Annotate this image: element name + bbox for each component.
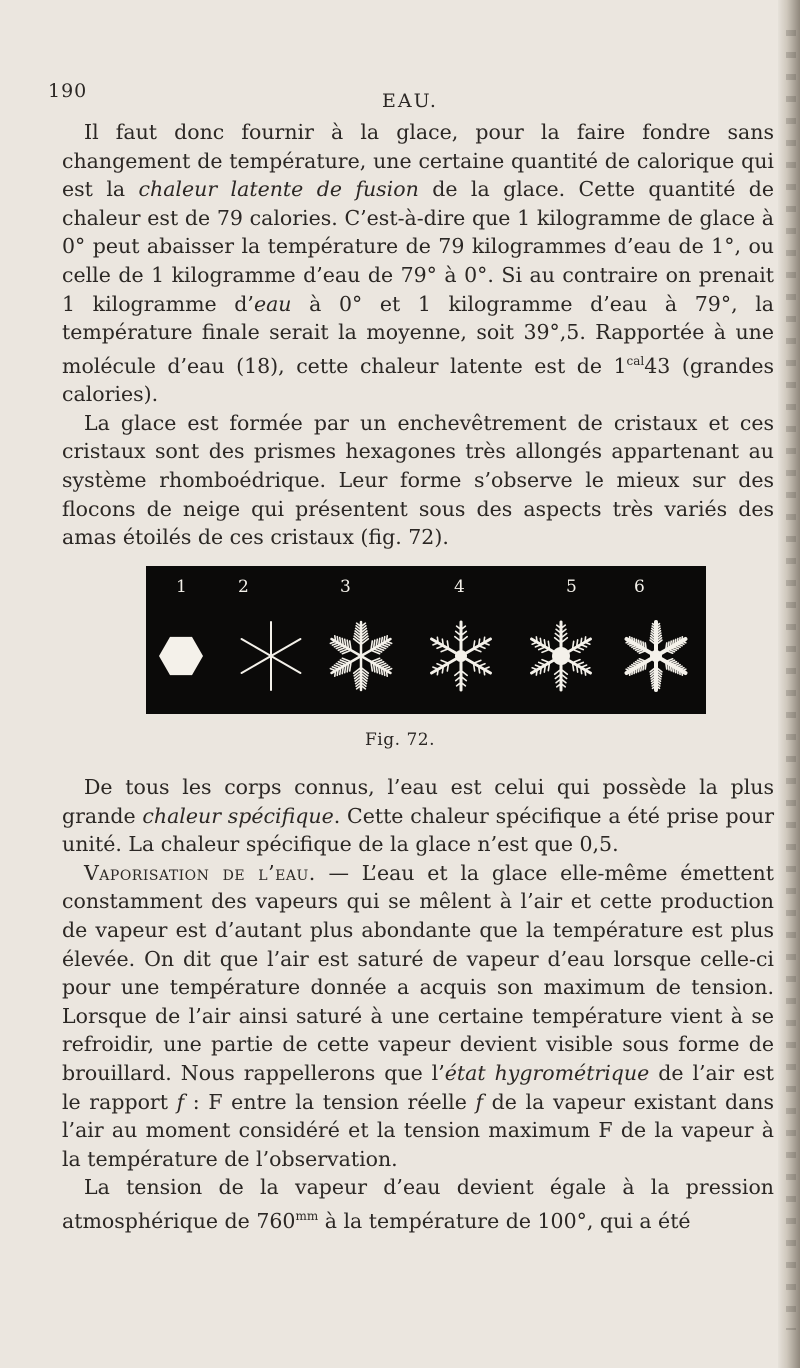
crystal-stroke — [447, 663, 448, 671]
crystal-stroke — [585, 637, 586, 642]
crystal-stroke — [442, 666, 443, 673]
crystal-stroke — [636, 667, 637, 673]
paragraph-vaporisation — [62, 859, 774, 1174]
italic-run: état hygrométrique — [444, 1060, 650, 1085]
crystal-stroke — [442, 639, 443, 646]
crystal-stroke — [540, 638, 541, 644]
text-run: à la température de 100°, qui a été — [318, 1208, 691, 1233]
text-block-top — [62, 118, 774, 552]
crystal-stroke — [484, 669, 485, 675]
crystal-stroke — [544, 640, 545, 647]
running-head: EAU. — [382, 90, 438, 112]
crystal-stroke — [668, 663, 669, 670]
crystal-stroke — [639, 640, 640, 646]
figure-label-2: 2 — [238, 577, 249, 597]
crystal-stroke — [577, 665, 578, 672]
crystal-stroke — [645, 662, 646, 669]
crystal-stroke — [437, 669, 438, 675]
crystal-stroke — [536, 637, 537, 642]
crystal-core — [552, 647, 570, 665]
crystal-stroke — [668, 642, 669, 649]
crystal-stroke — [673, 666, 674, 672]
paragraph-vapour-tension — [62, 1173, 774, 1235]
crystal-stroke — [484, 637, 485, 643]
text-run: De tous les corps connus, l’eau est celui qui possède la plus grande — [62, 775, 774, 828]
crystal-stroke — [335, 671, 336, 677]
crystal-stroke — [384, 637, 385, 643]
text-run: à 0° et 1 kilogramme d’eau à 79°, la température finale serait la moyenne, soit 39°,5. Rapportée à une molécule d’eau (18), cette chaleur latente est de 1 — [62, 291, 774, 378]
crystal-stroke — [636, 639, 637, 645]
crystal-stroke — [581, 638, 582, 644]
crystal-stroke — [632, 638, 633, 643]
paragraph-latent-heat — [62, 118, 774, 409]
text-run: : F entre la tension réelle — [184, 1089, 476, 1114]
crystal-stroke — [585, 670, 586, 675]
snowflake-figure — [146, 566, 706, 714]
snowflake-figure-drawing — [146, 566, 706, 714]
crystal-stroke — [641, 664, 642, 671]
text-run: . Cette chaleur spécifique a été prise pour unité. La chaleur spécifique de la glace n’est que 0,5. — [62, 803, 774, 857]
superscript-run: cal — [626, 353, 645, 368]
crystal-stroke — [342, 638, 343, 645]
figure-caption: Fig. 72. — [365, 730, 435, 750]
italic-run: f — [475, 1089, 484, 1114]
figure-label-1: 1 — [176, 577, 187, 597]
page-number: 190 — [48, 80, 88, 102]
crystal-stroke — [386, 636, 387, 642]
crystal-stroke — [447, 641, 448, 649]
text-run: de la vapeur existant dans l’air au moment considéré et la tension maximum F de la vapeur à la température de l’observation. — [62, 1089, 775, 1171]
page-edge-texture — [786, 30, 796, 1330]
crystal-stroke — [679, 670, 680, 675]
crystal-stroke — [682, 671, 683, 675]
crystal-stroke — [634, 639, 635, 644]
crystal-stroke — [581, 667, 582, 673]
superscript-run: mm — [295, 1208, 319, 1223]
page-header — [0, 0, 800, 110]
figure-label-4: 4 — [454, 577, 465, 597]
crystal-stroke — [675, 639, 676, 645]
crystal-core — [455, 650, 467, 662]
paragraph-specific-heat — [62, 773, 774, 859]
crystal-stroke — [677, 668, 678, 673]
text-run: de la glace. Cette quantité de chaleur est de 79 calories. C’est-à-dire que 1 kilogramme de glace à 0° peut abaisser la température de 79 kilogrammes d’eau de 1°, ou celle de 1 kilogramme d’eau de 79° à 0°. Si au contraire on prenait 1 kilogramme d’ — [62, 177, 774, 316]
crystal-stroke — [340, 638, 341, 645]
crystal-stroke — [479, 639, 480, 646]
crystal-stroke — [675, 667, 676, 673]
italic-run: chaleur spécifique — [142, 803, 334, 828]
section-heading-run: Vaporisation de l’eau. — [84, 860, 316, 885]
italic-run: chaleur latente de fusion — [138, 177, 419, 202]
crystal-stroke — [381, 638, 382, 645]
figure-background — [146, 566, 706, 714]
crystal-stroke — [641, 641, 642, 648]
crystal-stroke — [379, 638, 380, 645]
crystal-core — [650, 650, 662, 662]
crystal-stroke — [474, 641, 475, 649]
crystal-stroke — [673, 640, 674, 646]
crystal-stroke — [340, 668, 341, 675]
italic-run: eau — [253, 291, 292, 316]
crystal-stroke — [643, 663, 644, 670]
crystal-stroke — [479, 666, 480, 673]
text-run: de l’air est le rapport — [62, 1060, 774, 1114]
figure-label-3: 3 — [340, 577, 351, 597]
crystal-stroke — [337, 669, 338, 675]
text-run: La glace est formée par un enchevêtrement de cristaux et ces cristaux sont des prismes hexagones très allongés appartenant au système rhomboédrique. Leur forme s’observe le mieux sur des flocons de neige qui présentent sous des aspects très variés des amas étoilés de ces cristaux (fig. 72). — [62, 410, 774, 550]
crystal-stroke — [540, 667, 541, 673]
crystal-stroke — [666, 662, 667, 669]
text-run: La tension de la vapeur d’eau devient égale à la pression atmosphérique de 760 — [62, 1175, 774, 1233]
crystal-stroke — [544, 665, 545, 672]
crystal-stroke — [643, 642, 644, 649]
italic-run: f — [176, 1089, 185, 1114]
crystal-stroke — [474, 663, 475, 671]
crystal-stroke — [437, 637, 438, 643]
crystal-stroke — [577, 640, 578, 647]
crystal-stroke — [342, 666, 343, 673]
figure-label-6: 6 — [634, 577, 645, 597]
crystal-stroke — [384, 669, 385, 675]
crystal-stroke — [645, 643, 646, 650]
crystal-stroke — [381, 668, 382, 675]
text-run: — L’eau et la glace elle-même émettent constamment des vapeurs qui se mêlent à l’air et cette production de vapeur est d’autant plus abondante que la température est plus élevée. On dit que l’air est saturé de vapeur d’eau lorsque celle-ci pour une température donnée a acquis son maximum de tension. Lorsque de l’air ainsi saturé à une certaine température vient à se refroidir, une partie de cette vapeur devient visible sous forme de brouillard. Nous rappellerons que l’ — [62, 860, 774, 1085]
text-run: 43 (grandes calories). — [62, 353, 774, 407]
crystal-stroke — [536, 670, 537, 675]
text-block-bottom — [62, 773, 774, 1235]
text-run: Il faut donc fournir à la glace, pour la faire fondre sans changement de température, une certaine quantité de calorique qui est la — [62, 120, 774, 202]
crystal-stroke — [335, 636, 336, 642]
crystal-stroke — [666, 643, 667, 650]
crystal-stroke — [386, 671, 387, 677]
crystal-stroke — [639, 666, 640, 672]
paragraph-ice-crystals — [62, 409, 774, 552]
crystal-stroke — [337, 637, 338, 643]
crystal-stroke — [670, 664, 671, 671]
crystal-stroke — [379, 666, 380, 673]
crystal-stroke — [670, 641, 671, 648]
figure-label-5: 5 — [566, 577, 577, 597]
crystal-stroke — [630, 637, 631, 641]
